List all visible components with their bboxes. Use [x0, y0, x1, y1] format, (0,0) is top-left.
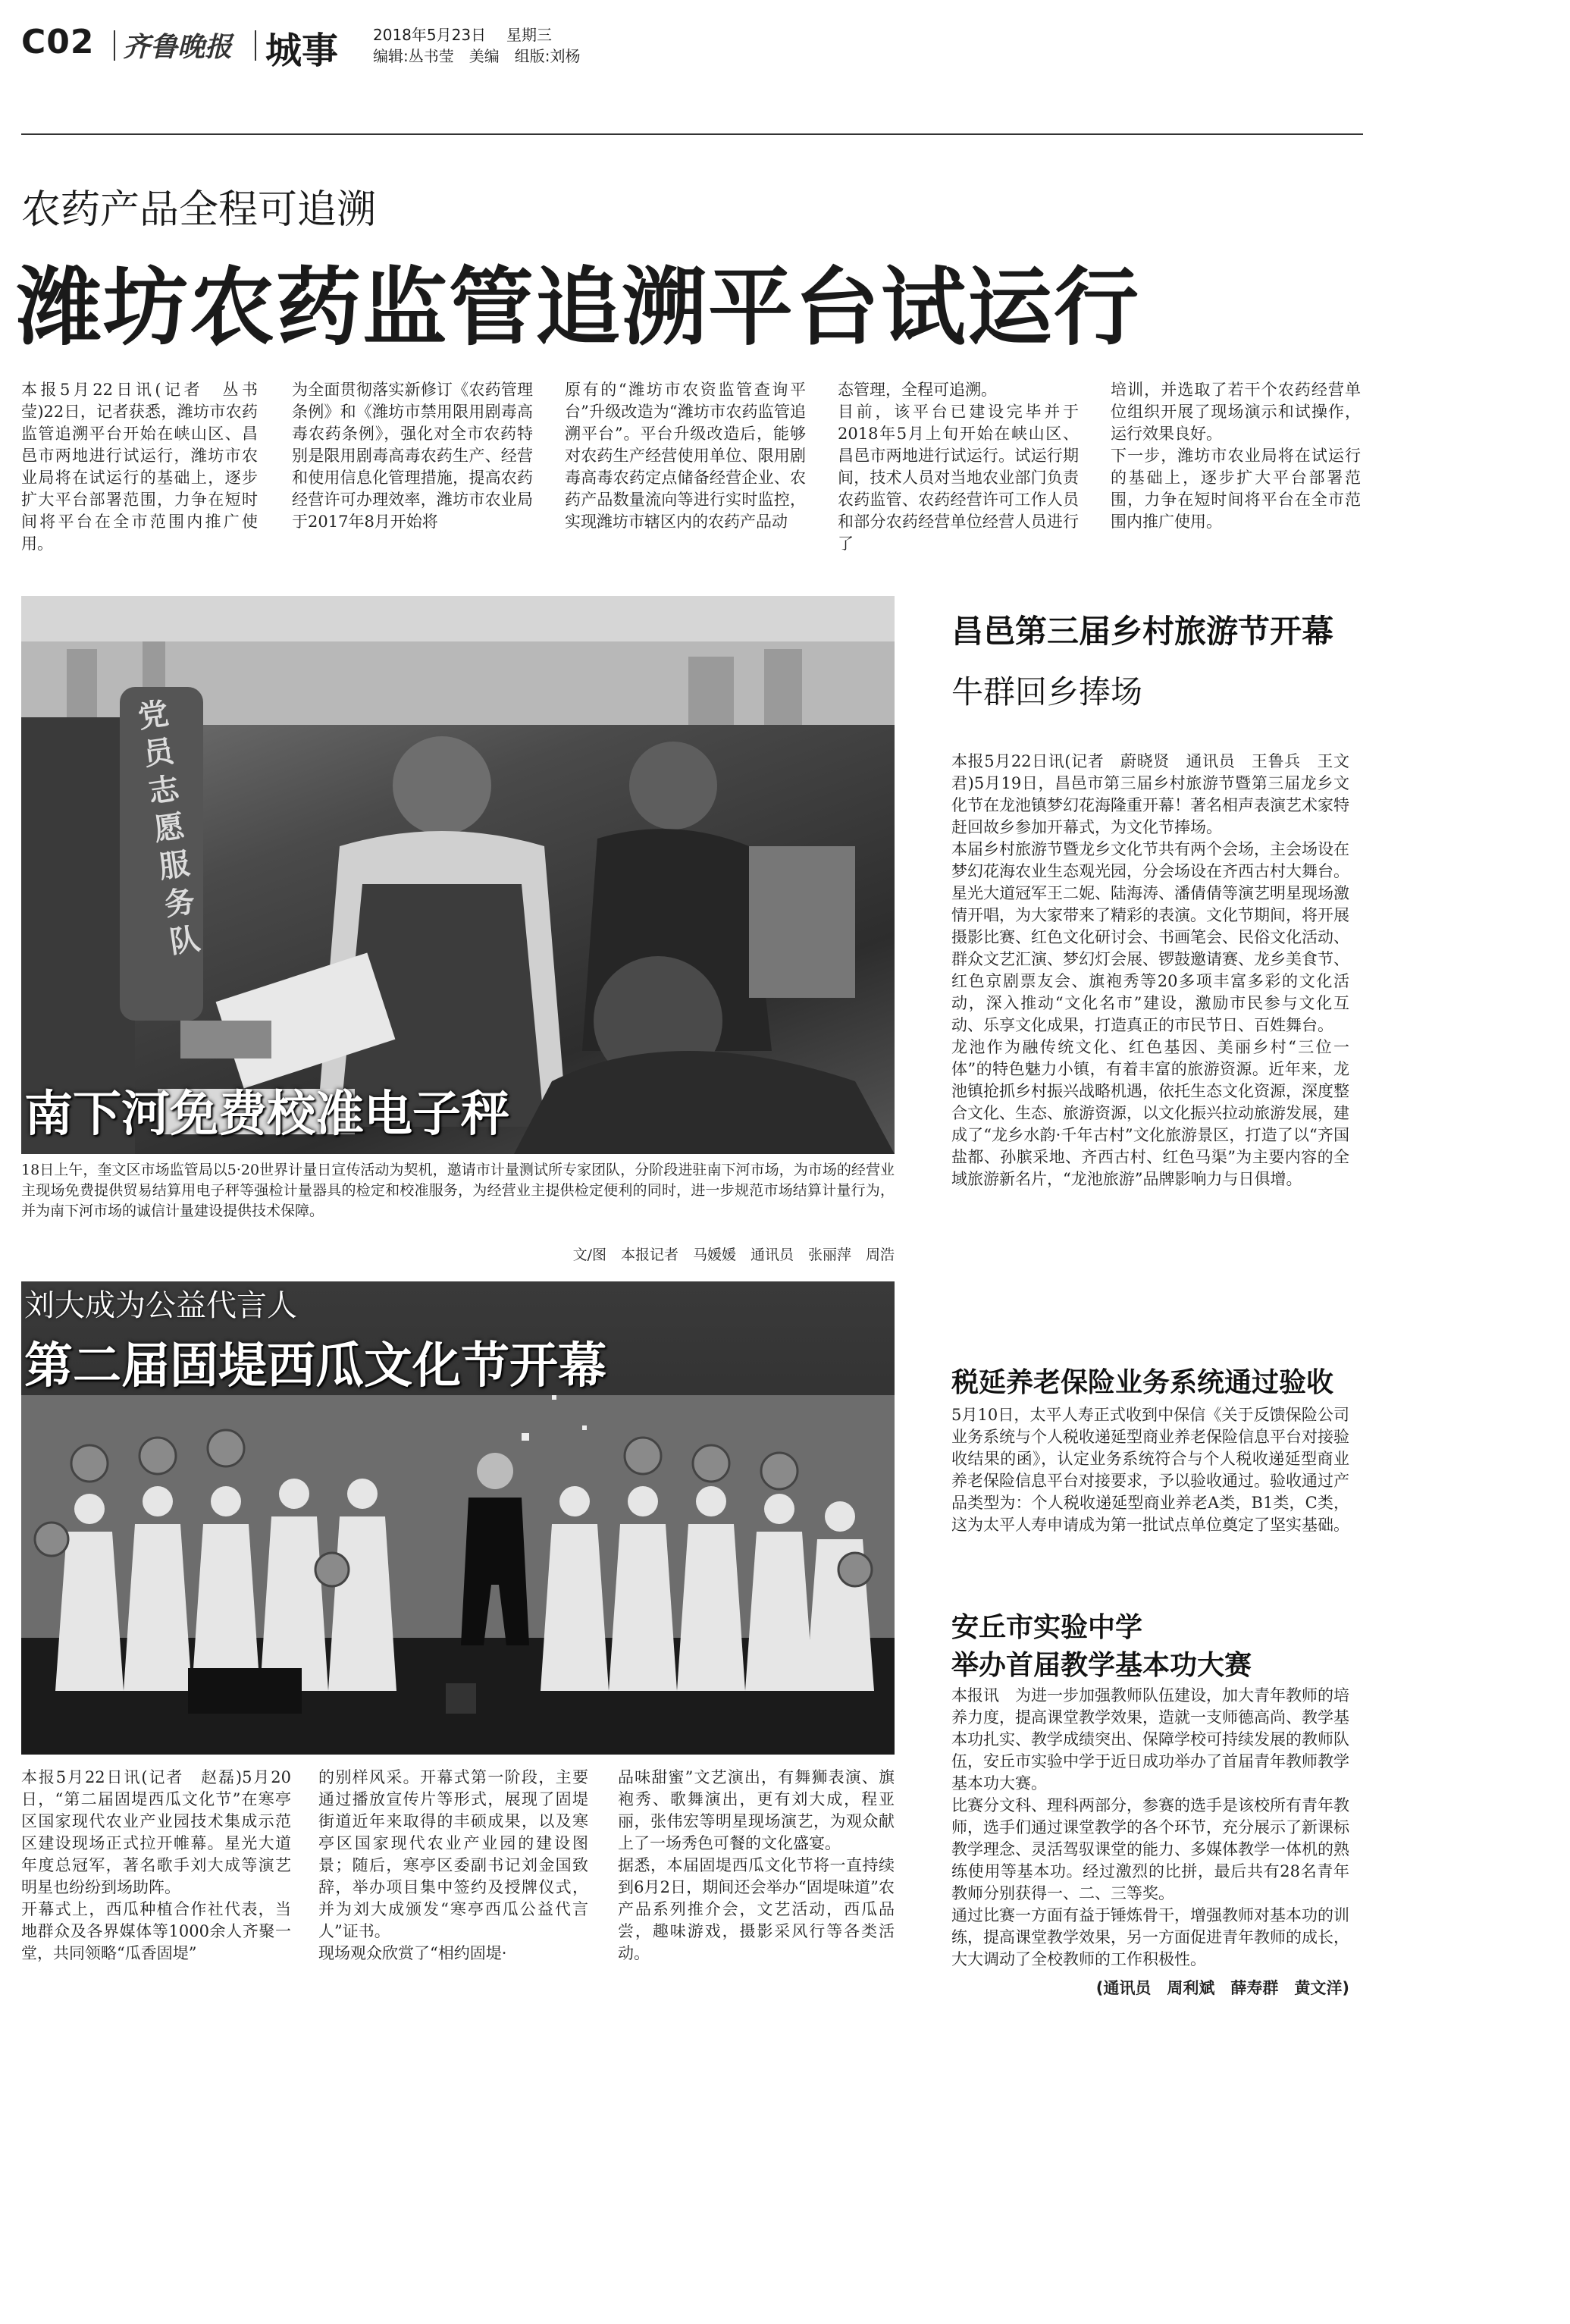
watermelon-column-1: 本报5月22日讯(记者 赵磊)5月20日，“第二届固堤西瓜文化节”在寒亭区国家现代农业产业园技术集成示范区建设现场正式拉开帷幕。星光大道年度总冠军，著名歌手刘大成等演艺明星也纷纷到场助阵。 开幕式上，西瓜种植合作社代表，当地群众及各界媒体等1000余人齐聚一堂，共同领略“瓜香固堤” — [21, 1768, 291, 1962]
photo1-caption: 18日上午，奎文区市场监管局以5·20世界计量日宣传活动为契机，邀请市计量测试所专家团队，分阶段进驻南下河市场，为市场的经营业主现场免费提供贸易结算用电子秤等强检计量器具的检定和校准服务，为经营业主提供检定便利的同时，进一步规范市场结算计量行为，并为南下河市场的诚信计量建设提供技术保障。 — [21, 1162, 895, 1219]
sidebar1-headline-line1: 昌邑第三届乡村旅游节开幕 — [951, 613, 1334, 650]
lead-kicker: 农药产品全程可追溯 — [21, 187, 377, 233]
sidebar2-headline: 税延养老保险业务系统通过验收 — [951, 1367, 1334, 1398]
sidebar3-headline-line2: 举办首届教学基本功大赛 — [951, 1650, 1252, 1681]
issue-weekday: 星期三 — [506, 26, 552, 44]
masthead-rule — [21, 133, 1363, 135]
masthead-divider-2 — [255, 30, 256, 61]
market-scene-illustration — [21, 596, 895, 1154]
masthead-divider-1 — [114, 30, 115, 61]
issue-date: 2018年5月23日 — [373, 26, 487, 44]
watermelon-column-3: 品味甜蜜”文艺演出，有舞狮表演、旗袍秀、歌舞演出，更有刘大成，程亚丽，张伟宏等明星现场演艺，为观众献上了一场秀色可餐的文化盛宴。 据悉，本届固堤西瓜文化节将一直持续到6月2日，期间还会举办“固堤味道”农产品系列推介会，文艺活动，西瓜品尝，趣味游戏，摄影采风行等各类活动。 — [618, 1768, 895, 1962]
photo1-credit: 文/图 本报记者 马媛媛 通讯员 张丽萍 周浩 — [572, 1247, 895, 1263]
market-scale-photo — [21, 596, 895, 1154]
watermelon-column-2: 的别样风采。开幕式第一阶段，主要通过播放宣传片等形式，展现了固堤街道近年来取得的丰硕成果，以及寒亭区国家现代农业产业园的建设图景；随后，寒亭区委副书记刘金国致辞，举办项目集中签约及授牌仪式，并为刘大成颁发“寒亭西瓜公益代言人”证书。 现场观众欣赏了“相约固堤· — [318, 1768, 588, 1962]
lead-column-4: 态管理，全程可追溯。 目前，该平台已建设完毕并于2018年5月上旬开始在峡山区、昌邑市两地进行试运行。试运行期间，技术人员对当地农业部门负责农药监管、农药经营许可工作人员和部分农药经营单位经营人员进行了 — [838, 381, 1079, 553]
lead-column-2: 为全面贯彻落实新修订《农药管理条例》和《潍坊市禁用限用剧毒高毒农药条例》，强化对全市农药特别是限用剧毒高毒农药生产、经营和使用信息化管理措施，提高农药经营许可办理效率，潍坊市农业局于2017年8月开始将 — [292, 381, 533, 531]
sidebar3-headline-line1: 安丘市实验中学 — [951, 1612, 1143, 1643]
paper-logo: 齐鲁晚报 — [123, 31, 233, 63]
volunteer-sash-text: 党员志愿服务队 — [136, 695, 202, 961]
sidebar1-body: 本报5月22日讯(记者 蔚晓贤 通讯员 王鲁兵 王文君)5月19日，昌邑市第三届乡村旅游节暨第三届龙乡文化节在龙池镇梦幻花海隆重开幕！著名相声表演艺术家特赶回故乡参加开幕式，为文化节捧场。 本届乡村旅游节暨龙乡文化节共有两个会场，主会场设在梦幻花海农业生态观光园，分会场设在齐西古村大舞台。星光大道冠军王二妮、陆海涛、潘倩倩等演艺明星现场激情开唱，为大家带来了精彩的表演。文化节期间，将开展摄影比赛、红色文化研讨会、书画笔会、民俗文化活动、群众文艺汇演、梦幻灯会展、锣鼓邀请赛、龙乡美食节、红色京剧票友会、旗袍秀等20多项丰富多彩的文化活动，深入推动“文化名市”建设，激励市民参与文化互动、乐享文化成果，打造真正的市民节日、百姓舞台。 龙池作为融传统文化、红色基因、美丽乡村“三位一体”的特色魅力小镇，有着丰富的旅游资源。近年来，龙池镇抢抓乡村振兴战略机遇，依托生态文化资源，深度整合文化、生态、旅游资源，以文化振兴拉动旅游发展，建成了“龙乡水韵·千年古村”文化旅游景区，打造了以“齐国盐都、孙膑采地、齐西古村、红色马渠”为主要内容的全域旅游新名片，“龙池旅游”品牌影响力与日俱增。 — [951, 752, 1349, 1188]
photo1-overlay-title: 南下河免费校准电子秤 — [24, 1087, 509, 1143]
sidebar2-body: 5月10日，太平人寿正式收到中保信《关于反馈保险公司业务系统与个人税收递延型商业养老保险信息平台对接验收结果的函》，认定业务系统符合与个人税收递延型商业养老保险信息平台对接要求，予以验收通过。验收通过产品类型为：个人税收递延型商业养老A类，B1类，C类，这为太平人寿申请成为第一批试点单位奠定了坚实基础。 — [951, 1406, 1349, 1534]
lead-headline: 潍坊农药监管追溯平台试运行 — [17, 259, 1140, 357]
editor-credits: 编辑:丛书莹 美编 组版:刘杨 — [373, 47, 581, 65]
photo2-headline: 第二届固堤西瓜文化节开幕 — [24, 1338, 606, 1394]
sidebar1-headline-line2: 牛群回乡捧场 — [951, 673, 1143, 710]
page-number: C02 — [21, 23, 95, 61]
sidebar3-credit: (通讯员 周利斌 薛寿群 黄文洋) — [1095, 1979, 1349, 1997]
section-name: 城事 — [265, 30, 339, 72]
lead-column-5: 培训，并选取了若干个农药经营单位组织开展了现场演示和试操作，运行效果良好。 下一步，潍坊市农业局将在试运行的基础上，逐步扩大平台部署范围，力争在短时间将平台在全市范围内推广使用。 — [1111, 381, 1361, 531]
watermelon-festival-photo — [21, 1281, 895, 1755]
sidebar3-body: 本报讯 为进一步加强教师队伍建设，加大青年教师的培养力度，提高课堂教学效果，造就一支师德高尚、教学基本功扎实、教学成绩突出、保障学校可持续发展的教师队伍，安丘市实验中学于近日成功举办了首届青年教师教学基本功大赛。 比赛分文科、理科两部分，参赛的选手是该校所有青年教师，选手们通过课堂教学的各个环节，充分展示了新课标教学理念、灵活驾驭课堂的能力、多媒体教学一体机的熟练使用等基本功。经过激烈的比拼，最后共有28名青年教师分别获得一、二、三等奖。 通过比赛一方面有益于锤炼骨干，增强教师对基本功的训练，提高课堂教学效果，另一方面促进青年教师的成长，大大调动了全校教师的工作积极性。 — [951, 1686, 1349, 1968]
lead-column-3: 原有的“潍坊市农资监管查询平台”升级改造为“潍坊市农药监管追溯平台”。平台升级改造后，能够对农药生产经营使用单位、限用剧毒高毒农药定点储备经营企业、农药产品数量流向等进行实时监控，实现潍坊市辖区内的农药产品动 — [565, 381, 806, 531]
lead-column-1: 本报5月22日讯(记者 丛书莹)22日，记者获悉，潍坊市农药监管追溯平台开始在峡山区、昌邑市两地进行试运行，潍坊市农业局将在试运行的基础上，逐步扩大平台部署范围，力争在短时间将平台在全市范围内推广使用。 — [21, 381, 258, 553]
photo2-kicker: 刘大成为公益代言人 — [24, 1288, 297, 1323]
